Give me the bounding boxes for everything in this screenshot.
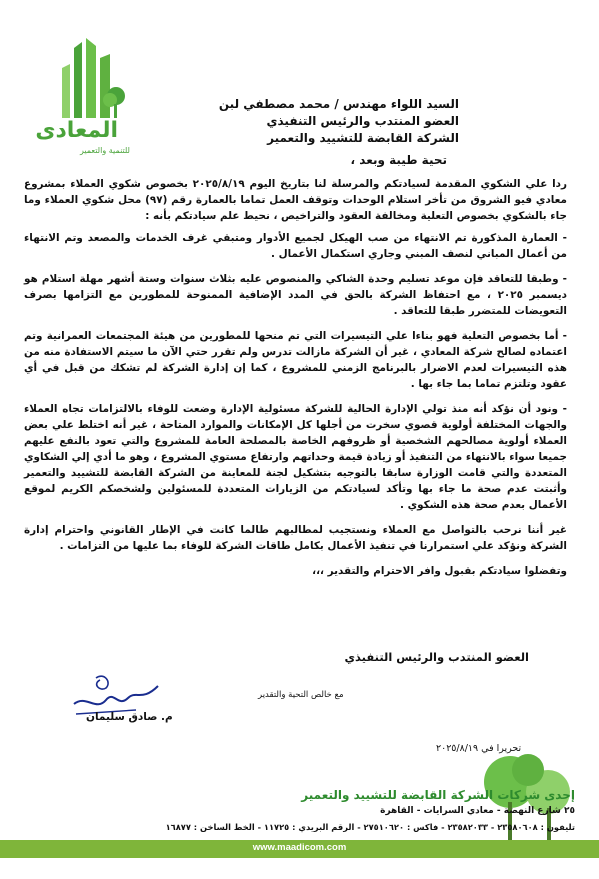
paragraph-delivery-date: - وطبقا للتعاقد فإن موعد تسليم وحدة الشاكي والمنصوص عليه بثلاث سنوات وستة أشهر مهلة استلام هو ديسمبر ٢٠٢٥ ، مع احتفاظ الشركة بالحق في المدد الإضافية الممنوحة للمطورين مع التزامها بصرف التعويضات للمتضرر طبقا للتعاقد . xyxy=(24,273,567,317)
logo-wordmark: المعادى xyxy=(35,118,118,143)
paragraph-commitments: - ونود أن نؤكد أنه منذ تولي الإدارة الحالية للشركة مسئولية الإدارة وضعت للوفاء بالالتزامات تجاه العملاء والجهات المختلفة أولوية قصوي سخرت من أجلها كل الإمكانات والموارد المتاحة ، غير أنه اختلط علي بعض العملاء أولوية مصالحهم الشخصية أو ظروفهم الخاصة بالمصلحة العامة للمشروع والتي تعود بالنفع عليهم جميعا سواء بالانتهاء من التنفيذ أو زيادة قيمة وحداتهم وارتفاع مستوي المشروع ، وهو ما أدي إلي الشكاوي المتعددة والتي قامت الوزارة سابقا بالتوجيه بتشكيل لجنة للمعاينة من الشركة القابضة للتشييد والتعمير وأثبتت عدم صحة ما جاء بها وتأكد لسيادتكم من الزيارات المتعددة للمسئولين ولشخصكم الكريم لموقع الأعمال بعدم صحة هذه الشكوي . xyxy=(24,403,567,511)
paragraph-welcome: غير أننا نرحب بالتواصل مع العملاء ونستجيب لمطالبهم طالما كانت في الإطار القانوني واحترام إدارة الشركة ونؤكد علي استمرارنا في تنفيذ الأعمال بكامل طاقات الشركة للوفاء بما عليها من التزامات . xyxy=(24,524,567,552)
regards-line: مع خالص التحية والتقدير xyxy=(258,690,344,700)
footer-contact: تليفون : ٢٣٥٨٠٦٠٨ - ٢٣٥٨٢٠٣٣ - فاكس : ٢٧٥١٠٦٢٠ - الرقم البريدي : ١١٧٢٥ - الخط الساخن : ١٦٨٧٧ xyxy=(165,822,575,832)
paragraph-extra-floors: - أما بخصوص التعلية فهو بناءا علي التيسيرات التي تم منحها للمطورين من هيئة المجتمعات العمرانية وتم اعتماده لصالح شركة المعادي ، غير أن الشركة مازالت تدرس ولم تقرر حتي الآن ما سيتم الاستفادة منه من هذه التيسيرات لعدم الاضرار بالبرنامج الزمني للمشروع ، كما إن إدارة الشركة لم تشكك من قبل في أي عقود وتلتزم تماما بما جاء بها . xyxy=(24,330,567,390)
recipient-block xyxy=(159,96,459,147)
footer-company: إحدى شركات الشركة القابضة للتشييد والتعمير xyxy=(301,788,575,802)
footer-website: www.maadicom.com xyxy=(252,842,347,853)
footer-address: ٢٥ شارع النهضة - معادي السرايات - القاهرة xyxy=(380,806,575,816)
recipient-company: الشركة القابضة للتشييد والتعمير xyxy=(267,131,459,145)
paragraph-closing: وتفضلوا سيادتكم بقبول وافر الاحترام والتقدير ،،، xyxy=(312,565,567,577)
paragraph-intro: ردا علي الشكوي المقدمة لسيادتكم والمرسلة لنا بتاريخ اليوم ٢٠٢٥/٨/١٩ بخصوص شكوي العملاء بمشروع معادي فيو الشروق من تأخر استلام الوحدات وتوقف العمل تماما بالعمارة رقم (٩٧) محل شكوي العملاء وما جاء بالشكوي بخصوص التعلية ومخالفة العقود والتراخيص ، نحيط علم سيادتكم بأنه : xyxy=(24,178,567,222)
greeting: تحية طيبة وبعد ، xyxy=(350,153,447,167)
signatory-name: م. صادق سليمان xyxy=(86,711,173,723)
signatory-title: العضو المنتدب والرئيس التنفيذي xyxy=(344,650,529,664)
issue-date: تحريرا في ٢٠٢٥/٨/١٩ xyxy=(436,743,522,754)
logo-tagline: للتنمية والتعمير xyxy=(79,146,130,155)
letter-body xyxy=(24,176,567,588)
recipient-title: العضو المنتدب والرئيس التنفيذي xyxy=(266,114,459,128)
recipient-name: السيد اللواء مهندس / محمد مصطفي لبن xyxy=(218,97,459,111)
paragraph-building-status: - العمارة المذكورة تم الانتهاء من صب الهيكل لجميع الأدوار ومتبقي غرف الخدمات والمصعد وتم الانتهاء من أعمال المباني لنصف المبني وجاري استكمال الأعمال . xyxy=(24,232,567,260)
